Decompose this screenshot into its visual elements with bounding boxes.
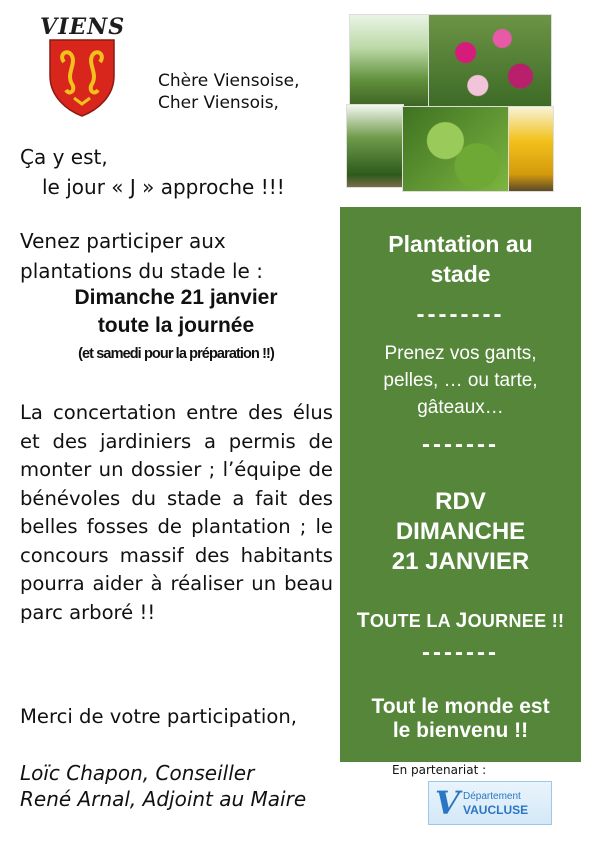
town-name: VIENS (40, 14, 126, 40)
box-title-line-2: stade (430, 261, 491, 287)
vaucluse-logo-name: VAUCLUSE (463, 803, 529, 817)
tree-photo-2 (346, 104, 404, 188)
greeting-line-2: Cher Viensois, (158, 93, 279, 113)
vaucluse-logo-mark: V (435, 784, 460, 822)
event-info-box (340, 207, 581, 762)
divider-1: -------- (416, 301, 505, 328)
box-title (340, 229, 581, 289)
welcome-line-2: le bienvenu !! (392, 719, 529, 742)
lead-line-2: le jour « J » approche !!! (42, 175, 285, 199)
all-day-j: J (455, 609, 468, 632)
signature-line-2: René Arnal, Adjoint au Maire (20, 787, 307, 811)
welcome-line-1: Tout le monde est (371, 695, 550, 718)
greeting (158, 70, 300, 114)
all-day-text (340, 609, 581, 633)
tree-photo-1 (349, 14, 431, 110)
bring-items-text (340, 340, 581, 421)
all-day-ournee: OURNEE !! (467, 611, 565, 631)
partner-label: En partenariat : (392, 763, 487, 777)
yellow-tree-photo (508, 106, 554, 192)
rendezvous-block (340, 487, 581, 577)
welcome-text (340, 695, 581, 743)
vaucluse-logo-icon (428, 781, 552, 825)
lead-line-1: Ça y est, (20, 145, 108, 169)
event-date-block (20, 284, 332, 340)
all-day-t: T (356, 609, 370, 632)
rdv-date: 21 JANVIER (391, 548, 530, 575)
signature (20, 760, 306, 812)
invite-text (20, 226, 263, 286)
all-day-oute: OUTE LA (369, 611, 456, 631)
signature-line-1: Loïc Chapon, Conseiller (20, 761, 255, 785)
divider-2: ------- (422, 431, 499, 458)
invite-line-1: Venez participer aux (20, 229, 226, 253)
lead-text (20, 142, 285, 202)
rdv-label: RDV (435, 488, 486, 515)
invite-line-2: plantations du stade le : (20, 259, 263, 283)
body-paragraph: La concertation entre des élus et des jardiniers a permis de monter un dossier ; l’équipe de bénévoles du stade a fait des belles fosses de plantation ; le concours massif des habitants pourra aider à réaliser un beau parc arboré !! (20, 401, 333, 624)
divider-3: ------- (422, 639, 499, 666)
flower-garden-photo (428, 14, 552, 110)
rdv-day: DIMANCHE (395, 518, 526, 545)
bring-items-line-3: gâteaux… (417, 397, 504, 418)
preparation-note: (et samedi pour la préparation !!) (78, 346, 274, 362)
event-time: toute la journée (97, 314, 255, 337)
vaucluse-logo-dept: Département (463, 791, 521, 802)
event-date: Dimanche 21 janvier (74, 286, 278, 309)
bring-items-line-2: pelles, … ou tarte, (383, 370, 538, 391)
coat-of-arms-icon (40, 14, 124, 120)
thanks-text: Merci de votre participation, (20, 705, 297, 728)
maple-leaves-photo (402, 106, 510, 192)
bring-items-line-1: Prenez vos gants, (384, 343, 537, 364)
box-title-line-1: Plantation au (388, 231, 533, 257)
greeting-line-1: Chère Viensoise, (158, 71, 300, 91)
